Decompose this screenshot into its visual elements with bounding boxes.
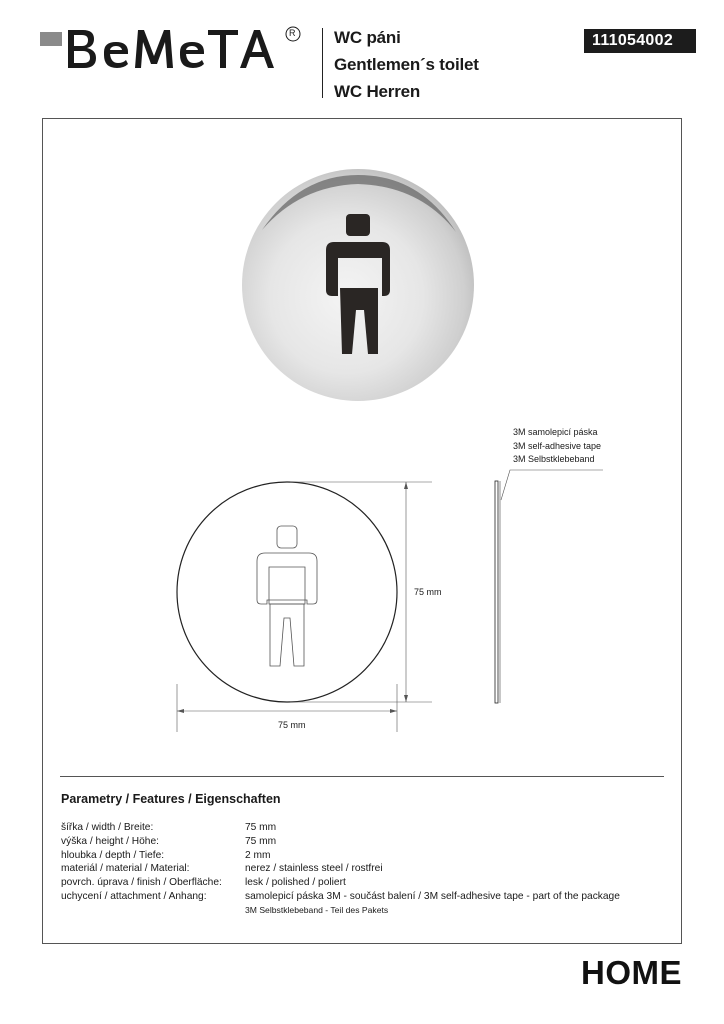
parameters-heading: Parametry / Features / Eigenschaften	[61, 792, 281, 806]
section-divider	[60, 776, 664, 777]
param-value: samolepicí páska 3M - součást balení / 3M self-adhesive tape - part of the package	[245, 890, 620, 902]
param-row-depth	[61, 849, 620, 863]
param-label: hloubka / depth / Tiefe:	[61, 849, 165, 861]
param-row-material	[61, 862, 620, 876]
param-label: materiál / material / Material:	[61, 863, 190, 875]
tape-label-german: 3M Selbstklebeband	[513, 454, 595, 464]
param-value: 2 mm	[245, 849, 271, 861]
man-outline-icon	[257, 526, 317, 666]
tape-label-czech: 3M samolepicí páska	[513, 427, 598, 437]
param-label: uchycení / attachment / Anhang:	[61, 890, 207, 902]
param-value: lesk / polished / poliert	[245, 877, 346, 889]
title-czech: WC páni	[334, 28, 401, 47]
height-dimension-label: 75 mm	[414, 587, 442, 597]
param-label: povrch. úprava / finish / Oberfläche:	[61, 877, 222, 889]
product-photo	[242, 169, 474, 401]
param-label	[61, 904, 245, 918]
param-value: 75 mm	[245, 835, 277, 847]
param-value: nerez / stainless steel / rostfrei	[245, 863, 383, 875]
param-label: výška / height / Höhe:	[61, 835, 159, 847]
collection-name: HOME	[581, 954, 682, 991]
width-dimension-label: 75 mm	[278, 720, 306, 730]
trademark-symbol: R	[289, 28, 296, 38]
param-value: 3M Selbstklebeband - Teil des Pakets	[245, 904, 389, 915]
tape-callout	[513, 426, 601, 467]
param-row-width	[61, 821, 620, 835]
side-view-drawing	[495, 470, 603, 703]
param-row-height	[61, 835, 620, 849]
parameters-table	[61, 821, 620, 918]
front-view-drawing	[177, 482, 432, 732]
param-row-attachment-german	[61, 904, 620, 918]
param-row-finish	[61, 876, 620, 890]
title-english: Gentlemen´s toilet	[334, 55, 479, 74]
param-value: 75 mm	[245, 822, 277, 833]
tape-label-english: 3M self-adhesive tape	[513, 440, 602, 451]
title-german: WC Herren	[334, 82, 421, 101]
param-row-attachment	[61, 890, 620, 904]
param-label: šířka / width / Breite:	[61, 822, 154, 833]
product-code-badge: 111054002	[584, 29, 696, 53]
